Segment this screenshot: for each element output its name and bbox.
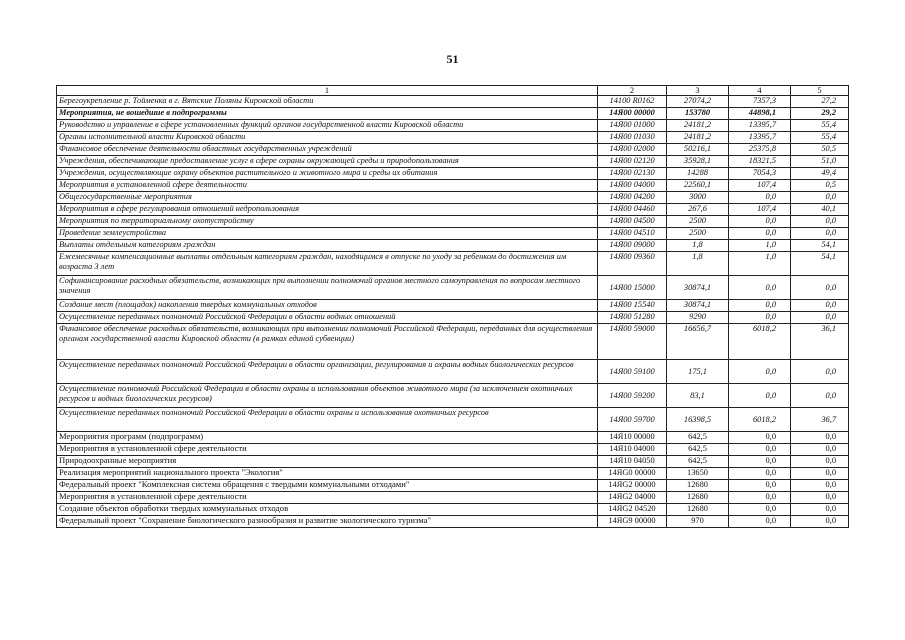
row-code: 14ЯG2 04000: [598, 492, 667, 504]
table-row: [57, 408, 849, 432]
row-value-col5: 0,0: [791, 480, 849, 492]
row-value-col5: 54,1: [791, 240, 849, 252]
table-row: [57, 456, 849, 468]
row-name: Реализация мероприятий национального проекта "Экология": [57, 468, 598, 480]
row-code: 14Я00 59000: [598, 324, 667, 360]
row-code: 14Я10 00000: [598, 432, 667, 444]
row-value-col4: 1,0: [729, 252, 791, 276]
table-row: [57, 312, 849, 324]
row-value-col3: 12680: [667, 480, 729, 492]
row-value-col3: 2500: [667, 216, 729, 228]
row-name: Финансовое обеспечение деятельности областных государственных учреждений: [57, 144, 598, 156]
table-row: [57, 168, 849, 180]
row-name: Мероприятия программ (подпрограмм): [57, 432, 598, 444]
row-code: 14Я00 01000: [598, 120, 667, 132]
row-code: 14Я00 59100: [598, 360, 667, 384]
row-value-col4: 18321,5: [729, 156, 791, 168]
table-row: [57, 96, 849, 108]
row-name: Осуществление переданных полномочий Российской Федерации в области организации, регулирования и охраны водных биологических ресурсов: [57, 360, 598, 384]
row-value-col4: 0,0: [729, 312, 791, 324]
row-code: 14Я00 00000: [598, 108, 667, 120]
row-name: Ежемесячные компенсационные выплаты отдельным категориям граждан, находящимся в отпуске по уходу за ребенком до достижения им возраста 3 лет: [57, 252, 598, 276]
row-value-col5: 27,2: [791, 96, 849, 108]
row-name: Общегосударственные мероприятия: [57, 192, 598, 204]
row-value-col3: 13650: [667, 468, 729, 480]
row-value-col3: 16656,7: [667, 324, 729, 360]
row-value-col3: 642,5: [667, 432, 729, 444]
row-value-col5: 0,0: [791, 300, 849, 312]
row-value-col5: 0,0: [791, 492, 849, 504]
row-name: Мероприятия в установленной сфере деятельности: [57, 444, 598, 456]
header-col-3: 3: [667, 86, 729, 96]
row-code: 14Я00 04000: [598, 180, 667, 192]
row-name: Мероприятия в установленной сфере деятельности: [57, 180, 598, 192]
table-row: [57, 240, 849, 252]
table-row: [57, 504, 849, 516]
row-value-col4: 0,0: [729, 216, 791, 228]
row-name: Создание объектов обработки твердых коммунальных отходов: [57, 504, 598, 516]
table-row: [57, 444, 849, 456]
table-row: [57, 192, 849, 204]
row-code: 14ЯG0 00000: [598, 468, 667, 480]
row-value-col3: 642,5: [667, 456, 729, 468]
row-value-col3: 642,5: [667, 444, 729, 456]
row-value-col5: 36,7: [791, 408, 849, 432]
row-value-col4: 44898,1: [729, 108, 791, 120]
row-value-col5: 50,5: [791, 144, 849, 156]
row-code: 14Я00 04500: [598, 216, 667, 228]
table-row: [57, 384, 849, 408]
row-code: 14Я00 02120: [598, 156, 667, 168]
table-row: [57, 204, 849, 216]
row-name: Софинансирование расходных обязательств, возникающих при выполнении полномочий органов местного самоуправления по вопросам местного значения: [57, 276, 598, 300]
row-value-col5: 0,5: [791, 180, 849, 192]
row-value-col4: 0,0: [729, 432, 791, 444]
row-value-col5: 36,1: [791, 324, 849, 360]
row-value-col4: 6018,2: [729, 324, 791, 360]
row-value-col3: 50216,1: [667, 144, 729, 156]
row-value-col4: 1,0: [729, 240, 791, 252]
row-value-col3: 16398,5: [667, 408, 729, 432]
row-code: 14Я00 59700: [598, 408, 667, 432]
row-code: 14Я00 09000: [598, 240, 667, 252]
row-code: 14Я00 01030: [598, 132, 667, 144]
row-value-col5: 29,2: [791, 108, 849, 120]
row-name: Учреждения, осуществляющие охрану объектов растительного и животного мира и среды их обитания: [57, 168, 598, 180]
row-value-col5: 55,4: [791, 132, 849, 144]
header-col-1: 1: [57, 86, 598, 96]
row-value-col3: 24181,2: [667, 132, 729, 144]
row-value-col4: 107,4: [729, 180, 791, 192]
row-value-col3: 14288: [667, 168, 729, 180]
row-value-col4: 0,0: [729, 468, 791, 480]
table-row: [57, 216, 849, 228]
row-code: 14Я00 15000: [598, 276, 667, 300]
row-name: Федеральный проект "Сохранение биологического разнообразия и развитие экологического туризма": [57, 516, 598, 528]
row-value-col5: 40,1: [791, 204, 849, 216]
row-value-col5: 0,0: [791, 312, 849, 324]
row-value-col4: 13395,7: [729, 132, 791, 144]
row-name: Руководство и управление в сфере установленных функций органов государственной власти Кировской области: [57, 120, 598, 132]
row-value-col4: 13395,7: [729, 120, 791, 132]
row-value-col3: 35928,1: [667, 156, 729, 168]
table-row: [57, 132, 849, 144]
row-name: Органы исполнительной власти Кировской области: [57, 132, 598, 144]
row-name: Осуществление полномочий Российской Федерации в области охраны и использования объектов животного мира (за исключением охотничьих ресурсов и водных биологических ресурсов): [57, 384, 598, 408]
table-row: [57, 120, 849, 132]
row-name: Осуществление переданных полномочий Российской Федерации в области водных отношений: [57, 312, 598, 324]
row-name: Природоохранные мероприятия: [57, 456, 598, 468]
table-row: [57, 300, 849, 312]
row-name: Учреждения, обеспечивающие предоставление услуг в сфере охраны окружающей среды и природопользования: [57, 156, 598, 168]
row-name: Мероприятия по территориальному охотустройству: [57, 216, 598, 228]
row-value-col3: 1,8: [667, 240, 729, 252]
row-value-col4: 7054,3: [729, 168, 791, 180]
row-value-col4: 0,0: [729, 276, 791, 300]
row-value-col3: 267,6: [667, 204, 729, 216]
row-value-col4: 0,0: [729, 360, 791, 384]
row-code: 14ЯG2 04520: [598, 504, 667, 516]
row-value-col3: 27074,2: [667, 96, 729, 108]
row-value-col4: 0,0: [729, 228, 791, 240]
row-code: 14ЯG9 00000: [598, 516, 667, 528]
header-col-4: 4: [729, 86, 791, 96]
row-code: 14Я00 51280: [598, 312, 667, 324]
row-value-col3: 970: [667, 516, 729, 528]
table-row: [57, 432, 849, 444]
row-value-col5: 0,0: [791, 228, 849, 240]
table-row: [57, 144, 849, 156]
row-value-col5: 55,4: [791, 120, 849, 132]
row-code: 14Я10 04000: [598, 444, 667, 456]
row-value-col3: 22560,1: [667, 180, 729, 192]
table-row: [57, 516, 849, 528]
row-value-col5: 0,0: [791, 444, 849, 456]
row-value-col3: 1,8: [667, 252, 729, 276]
row-value-col4: 0,0: [729, 516, 791, 528]
row-name: Федеральный проект "Комплексная система обращения с твердыми коммунальными отходами": [57, 480, 598, 492]
budget-table: [56, 85, 849, 528]
row-value-col4: 7357,3: [729, 96, 791, 108]
row-code: 14Я00 04200: [598, 192, 667, 204]
row-name: Мероприятия в установленной сфере деятельности: [57, 492, 598, 504]
row-value-col5: 0,0: [791, 456, 849, 468]
table-row: [57, 276, 849, 300]
row-name: Создание мест (площадок) накопления твердых коммунальных отходов: [57, 300, 598, 312]
row-value-col3: 24181,2: [667, 120, 729, 132]
table-row: [57, 324, 849, 360]
page-number: 51: [446, 52, 459, 66]
row-value-col5: 0,0: [791, 468, 849, 480]
table-row: [57, 108, 849, 120]
row-value-col5: 0,0: [791, 192, 849, 204]
row-value-col4: 6018,2: [729, 408, 791, 432]
row-code: 14Я00 15540: [598, 300, 667, 312]
row-value-col3: 9290: [667, 312, 729, 324]
row-value-col3: 12680: [667, 492, 729, 504]
row-code: 14Я00 09360: [598, 252, 667, 276]
row-value-col3: 3000: [667, 192, 729, 204]
row-name: Осуществление переданных полномочий Российской Федерации в области охраны и использования охотничьих ресурсов: [57, 408, 598, 432]
row-name: Мероприятия, не вошедшие в подпрограммы: [57, 108, 598, 120]
row-value-col4: 0,0: [729, 444, 791, 456]
table-row: [57, 156, 849, 168]
row-name: Выплаты отдельным категориям граждан: [57, 240, 598, 252]
row-value-col4: 0,0: [729, 192, 791, 204]
table-row: [57, 252, 849, 276]
row-value-col3: 83,1: [667, 384, 729, 408]
row-value-col5: 0,0: [791, 432, 849, 444]
row-value-col3: 2500: [667, 228, 729, 240]
row-code: 14Я00 04460: [598, 204, 667, 216]
row-value-col4: 0,0: [729, 480, 791, 492]
row-value-col3: 12680: [667, 504, 729, 516]
row-code: 14ЯG2 00000: [598, 480, 667, 492]
header-col-2: 2: [598, 86, 667, 96]
row-value-col5: 0,0: [791, 216, 849, 228]
table-row: [57, 228, 849, 240]
row-name: Проведение землеустройства: [57, 228, 598, 240]
row-value-col5: 0,0: [791, 516, 849, 528]
table-row: [57, 180, 849, 192]
row-name: Мероприятия в сфере регулирования отношений недропользования: [57, 204, 598, 216]
row-value-col3: 175,1: [667, 360, 729, 384]
row-value-col3: 153780: [667, 108, 729, 120]
row-value-col4: 0,0: [729, 300, 791, 312]
row-value-col5: 0,0: [791, 360, 849, 384]
row-name: Финансовое обеспечение расходных обязательств, возникающих при выполнении полномочий Российской Федерации, переданных для осуществления органам государственной власти Кировской области (в рамках единой субвенции): [57, 324, 598, 360]
table-row: [57, 360, 849, 384]
row-value-col4: 0,0: [729, 384, 791, 408]
row-value-col5: 51,0: [791, 156, 849, 168]
row-value-col5: 0,0: [791, 384, 849, 408]
table-row: [57, 480, 849, 492]
row-code: 14Я00 04510: [598, 228, 667, 240]
row-value-col5: 49,4: [791, 168, 849, 180]
row-value-col5: 0,0: [791, 276, 849, 300]
header-col-5: 5: [791, 86, 849, 96]
row-value-col3: 30874,1: [667, 300, 729, 312]
row-value-col4: 25375,8: [729, 144, 791, 156]
table-row: [57, 468, 849, 480]
row-value-col4: 107,4: [729, 204, 791, 216]
row-value-col3: 30874,1: [667, 276, 729, 300]
row-value-col4: 0,0: [729, 504, 791, 516]
row-value-col4: 0,0: [729, 492, 791, 504]
row-value-col5: 0,0: [791, 504, 849, 516]
table-row: [57, 492, 849, 504]
row-code: 14Я00 02000: [598, 144, 667, 156]
row-code: 14Я10 04050: [598, 456, 667, 468]
table-header-row: [57, 86, 849, 96]
row-code: 14Я00 02130: [598, 168, 667, 180]
row-code: 14100 R0162: [598, 96, 667, 108]
row-value-col5: 54,1: [791, 252, 849, 276]
row-name: Берегоукрепление р. Тойменка в г. Вятские Поляны Кировской области: [57, 96, 598, 108]
row-code: 14Я00 59200: [598, 384, 667, 408]
row-value-col4: 0,0: [729, 456, 791, 468]
